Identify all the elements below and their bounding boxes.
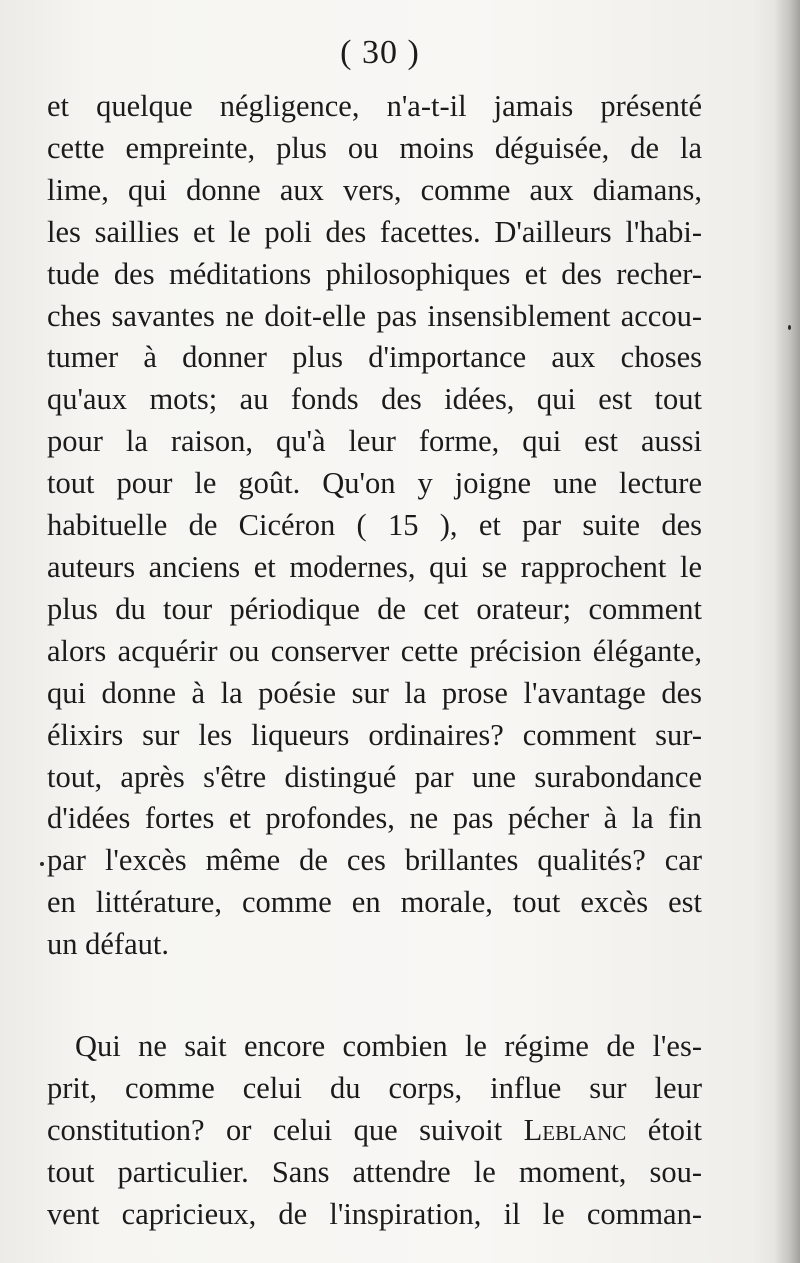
text-line: tout pour le goût. Qu'on y joigne une lecture [47, 466, 702, 501]
author-name: Leblanc [523, 1112, 627, 1147]
text-line: qu'aux mots; au fonds des idées, qui est tout [47, 382, 702, 417]
text-line: ches savantes ne doit-elle pas insensiblement accou- [47, 298, 702, 333]
text-line: pour la raison, qu'à leur forme, qui est aussi [47, 424, 702, 459]
text-line: vent capricieux, de l'inspiration, il le comman- [47, 1196, 702, 1231]
text-line-paragraph-end: un défaut. [47, 927, 169, 962]
text-line-with-name [47, 1110, 702, 1152]
text-line: tumer à donner plus d'importance aux choses [47, 340, 702, 375]
text-line: alors acquérir ou conserver cette précision élégante, [47, 633, 702, 668]
paragraph-opening-line: Qui ne sait encore combien le régime de l'es- [75, 1029, 702, 1064]
text-line: habituelle de Cicéron ( 15 ), et par suite des [47, 508, 702, 543]
text-line: les saillies et le poli des facettes. D'ailleurs l'habi- [47, 214, 702, 249]
page-edge-shadow [774, 0, 800, 1263]
ink-speck [40, 862, 44, 866]
ink-speck [788, 325, 791, 330]
text-line: lime, qui donne aux vers, comme aux diamans, [47, 172, 702, 207]
text-line: en littérature, comme en morale, tout excès est [47, 885, 702, 920]
body-text [47, 86, 702, 1236]
text-line: tude des méditations philosophiques et des recher- [47, 256, 702, 291]
text-fragment: étoit [626, 1112, 702, 1147]
text-line: prit, comme celui du corps, influe sur leur [47, 1070, 702, 1105]
page-number: ( 30 ) [340, 34, 420, 71]
text-line: cette empreinte, plus ou moins déguisée, de la [47, 130, 702, 165]
text-line: par l'excès même de ces brillantes qualités? car [47, 843, 702, 878]
text-line: tout particulier. Sans attendre le moment, sou- [47, 1154, 702, 1189]
text-fragment: constitution? or celui que suivoit [47, 1112, 524, 1147]
text-line: plus du tour périodique de cet orateur; comment [47, 591, 702, 626]
text-line: auteurs anciens et modernes, qui se rapprochent le [47, 549, 702, 584]
paragraph-gap [47, 966, 702, 1026]
text-line: élixirs sur les liqueurs ordinaires? comment sur- [47, 717, 702, 752]
text-line: d'idées fortes et profondes, ne pas pécher à la fin [47, 801, 702, 836]
text-line: et quelque négligence, n'a-t-il jamais présenté [47, 89, 702, 123]
text-line: tout, après s'être distingué par une surabondance [47, 759, 702, 794]
text-line: qui donne à la poésie sur la prose l'avantage des [47, 675, 702, 710]
